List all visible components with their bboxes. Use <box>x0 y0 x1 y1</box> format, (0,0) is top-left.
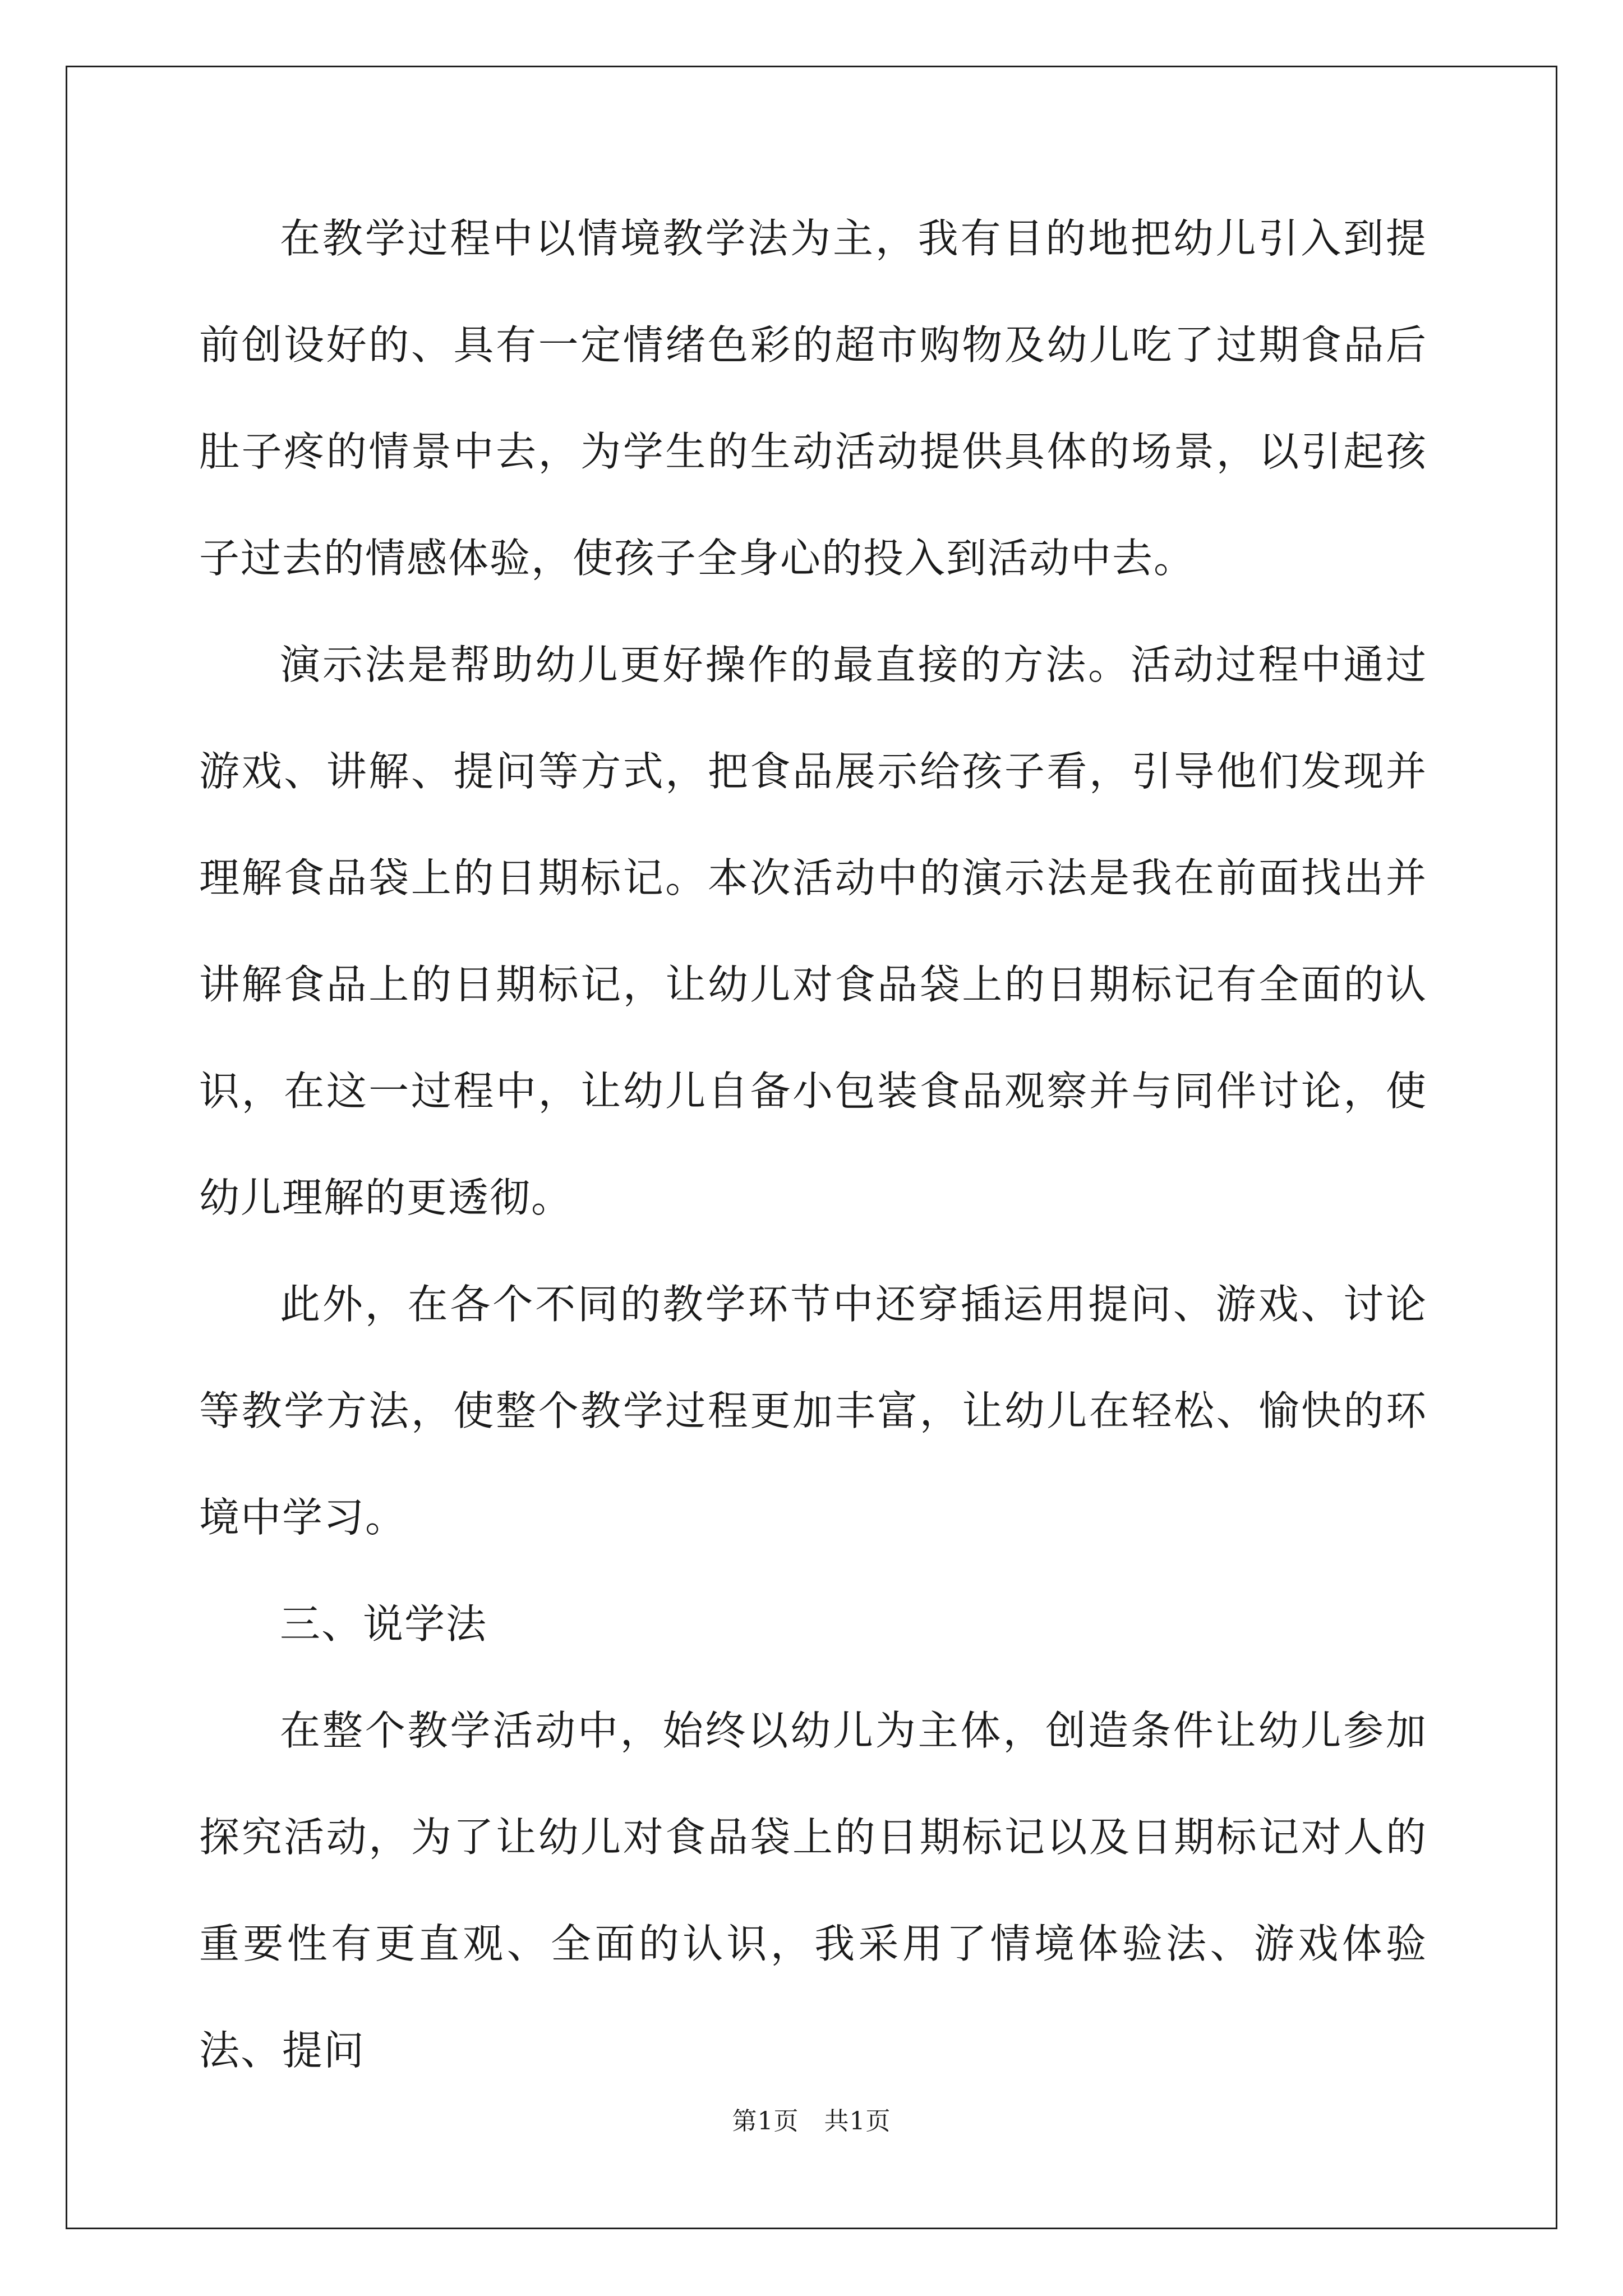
paragraph-other-methods: 此外，在各个不同的教学环节中还穿插运用提问、游戏、讨论等教学方法，使整个教学过程更加丰富，让幼儿在轻松、愉快的环境中学习。 <box>199 1281 1427 1541</box>
paragraph-demonstration-method: 演示法是帮助幼儿更好操作的最直接的方法。活动过程中通过游戏、讲解、提问等方式，把食品展示给孩子看，引导他们发现并理解食品袋上的日期标记。本次活动中的演示法是我在前面找出并讲解食品上的日期标记，让幼儿对食品袋上的日期标记有全面的认识，在这一过程中，让幼儿自备小包装食品观察并与同伴讨论，使幼儿理解的更透彻。 <box>199 641 1427 1221</box>
section-heading-learning-methods: 三、说学法 <box>280 1600 488 1648</box>
paragraph-situational-teaching: 在教学过程中以情境教学法为主，我有目的地把幼儿引入到提前创设好的、具有一定情绪色彩的超市购物及幼儿吃了过期食品后肚子疼的情景中去，为学生的生动活动提供具体的场景，以引起孩子过去的情感体验，使孩子全身心的投入到活动中去。 <box>199 215 1427 582</box>
document-body <box>199 185 1427 2104</box>
paragraph-learning-methods: 在整个教学活动中，始终以幼儿为主体，创造条件让幼儿参加探究活动，为了让幼儿对食品袋上的日期标记以及日期标记对人的重要性有更直观、全面的认识，我采用了情境体验法、游戏体验法、提问 <box>199 1707 1427 2074</box>
page-number-footer: 第1页 共1页 <box>732 2107 891 2136</box>
